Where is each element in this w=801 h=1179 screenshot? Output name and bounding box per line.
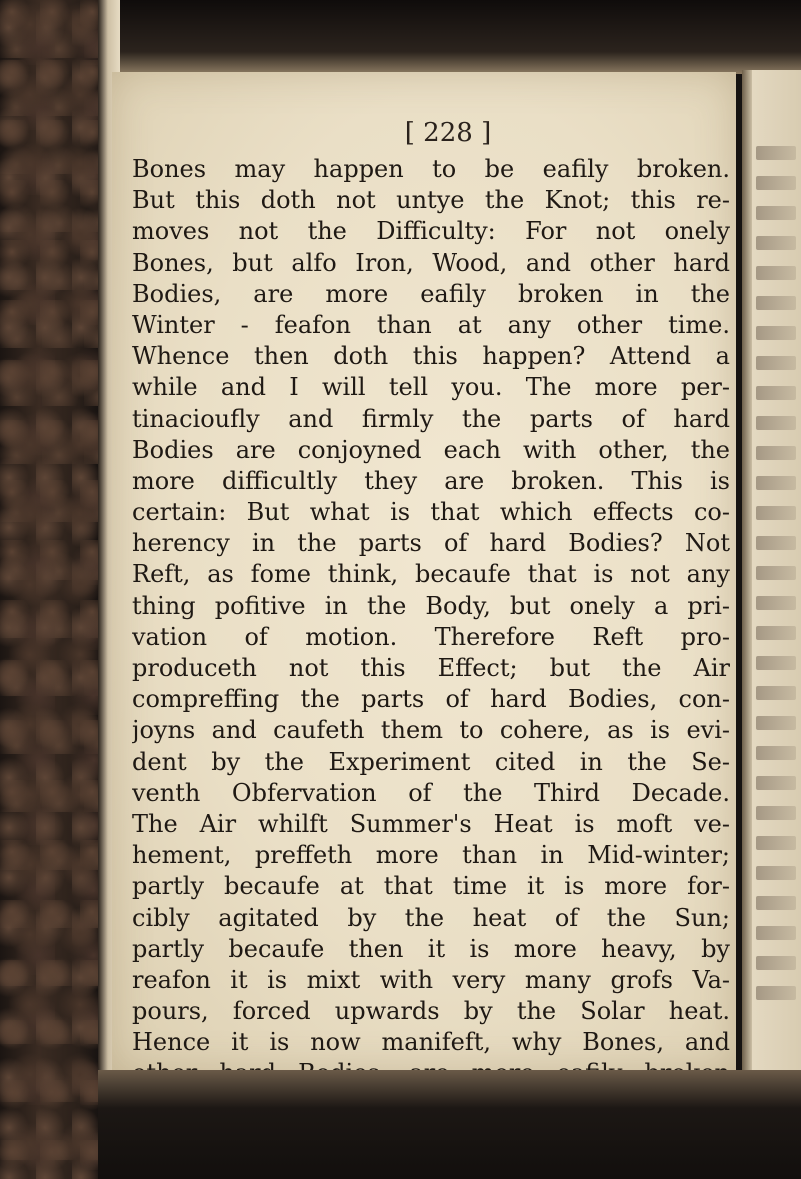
text-line: more difficultly they are broken. This is	[132, 466, 730, 495]
next-page-text-fragment	[756, 476, 796, 490]
text-line: herency in the parts of hard Bodies? Not	[132, 529, 730, 558]
book-page	[112, 72, 736, 1072]
page-number: [ 228 ]	[404, 118, 492, 148]
next-page-text-fragment	[756, 386, 796, 400]
text-line: The Air whilft Summer's Heat is moft ve-	[132, 809, 730, 838]
text-line: cibly agitated by the heat of the Sun;	[132, 903, 730, 932]
top-shadow	[98, 0, 801, 74]
text-line: joyns and caufeth them to cohere, as is evi-	[132, 716, 730, 745]
text-line: thing pofitive in the Body, but onely a pri-	[132, 591, 730, 620]
next-page-text-fragment	[756, 986, 796, 1000]
text-line: Bodies are conjoyned each with other, the	[132, 435, 730, 464]
next-page-text-fragment	[756, 176, 796, 190]
next-page-text-fragment	[756, 806, 796, 820]
next-page-text-fragment	[756, 956, 796, 970]
next-page-text-fragment	[756, 146, 796, 160]
next-page-text-fragment	[756, 236, 796, 250]
next-page-text-fragment	[756, 686, 796, 700]
next-page-text-fragment	[756, 896, 796, 910]
next-page-text-fragment	[756, 206, 796, 220]
next-page-text-fragment	[756, 626, 796, 640]
next-page-text-fragment	[756, 536, 796, 550]
text-line: partly becaufe at that time it is more for-	[132, 872, 730, 901]
text-line: dent by the Experiment cited in the Se-	[132, 747, 730, 776]
next-page-text-fragment	[756, 356, 796, 370]
text-line: venth Obfervation of the Third Decade.	[132, 778, 730, 807]
bottom-shadow	[98, 1070, 801, 1179]
next-page-text-fragment	[756, 716, 796, 730]
text-line: produceth not this Effect; but the Air	[132, 654, 730, 682]
text-line: vation of motion. Therefore Reft pro-	[132, 622, 730, 651]
text-line: pours, forced upwards by the Solar heat.	[132, 997, 730, 1026]
text-line: compreffing the parts of hard Bodies, con-	[132, 685, 730, 714]
text-line: moves not the Difficulty: For not onely	[132, 217, 730, 246]
text-line: hement, preffeth more than in Mid-winter;	[132, 841, 730, 870]
text-line: Bodies, are more eafily broken in the	[132, 279, 730, 308]
next-page-text-fragment	[756, 656, 796, 670]
next-page-text-fragment	[756, 416, 796, 430]
text-line: Bones, but alfo Iron, Wood, and other hard	[132, 248, 730, 277]
text-line: Hence it is now manifeft, why Bones, and	[132, 1028, 730, 1057]
next-page-text-fragment	[756, 836, 796, 850]
text-line: reafon it is mixt with very many grofs Va-	[132, 965, 730, 994]
text-line: Bones may happen to be eafily broken.	[132, 155, 730, 183]
next-page-text-fragment	[756, 266, 796, 280]
next-page-text-fragment	[756, 446, 796, 460]
text-line: certain: But what is that which effects co-	[132, 498, 730, 527]
next-page-text-fragment	[756, 326, 796, 340]
next-page-text-fragment	[756, 866, 796, 880]
text-line: partly becaufe then it is more heavy, by	[132, 934, 730, 963]
text-line: But this doth not untye the Knot; this re-	[132, 186, 730, 215]
next-page-text-fragment	[756, 566, 796, 580]
text-line: Winter - feafon than at any other time.	[132, 310, 730, 339]
page-gutter	[742, 70, 752, 1080]
next-page-edge	[742, 70, 801, 1080]
next-page-text-fragment	[756, 296, 796, 310]
next-page-text-fragment	[756, 506, 796, 520]
next-page-text-fragment	[756, 746, 796, 760]
text-line: Whence then doth this happen? Attend a	[132, 342, 730, 371]
next-page-text-fragment	[756, 596, 796, 610]
text-line: while and I will tell you. The more per-	[132, 373, 730, 402]
text-line: tinacioufly and firmly the parts of hard	[132, 404, 730, 433]
marbled-cover	[0, 0, 98, 1179]
next-page-text-fragment	[756, 926, 796, 940]
page-text	[132, 154, 730, 1179]
next-page-text-fragment	[756, 776, 796, 790]
text-line: Reft, as fome think, becaufe that is not any	[132, 560, 730, 589]
